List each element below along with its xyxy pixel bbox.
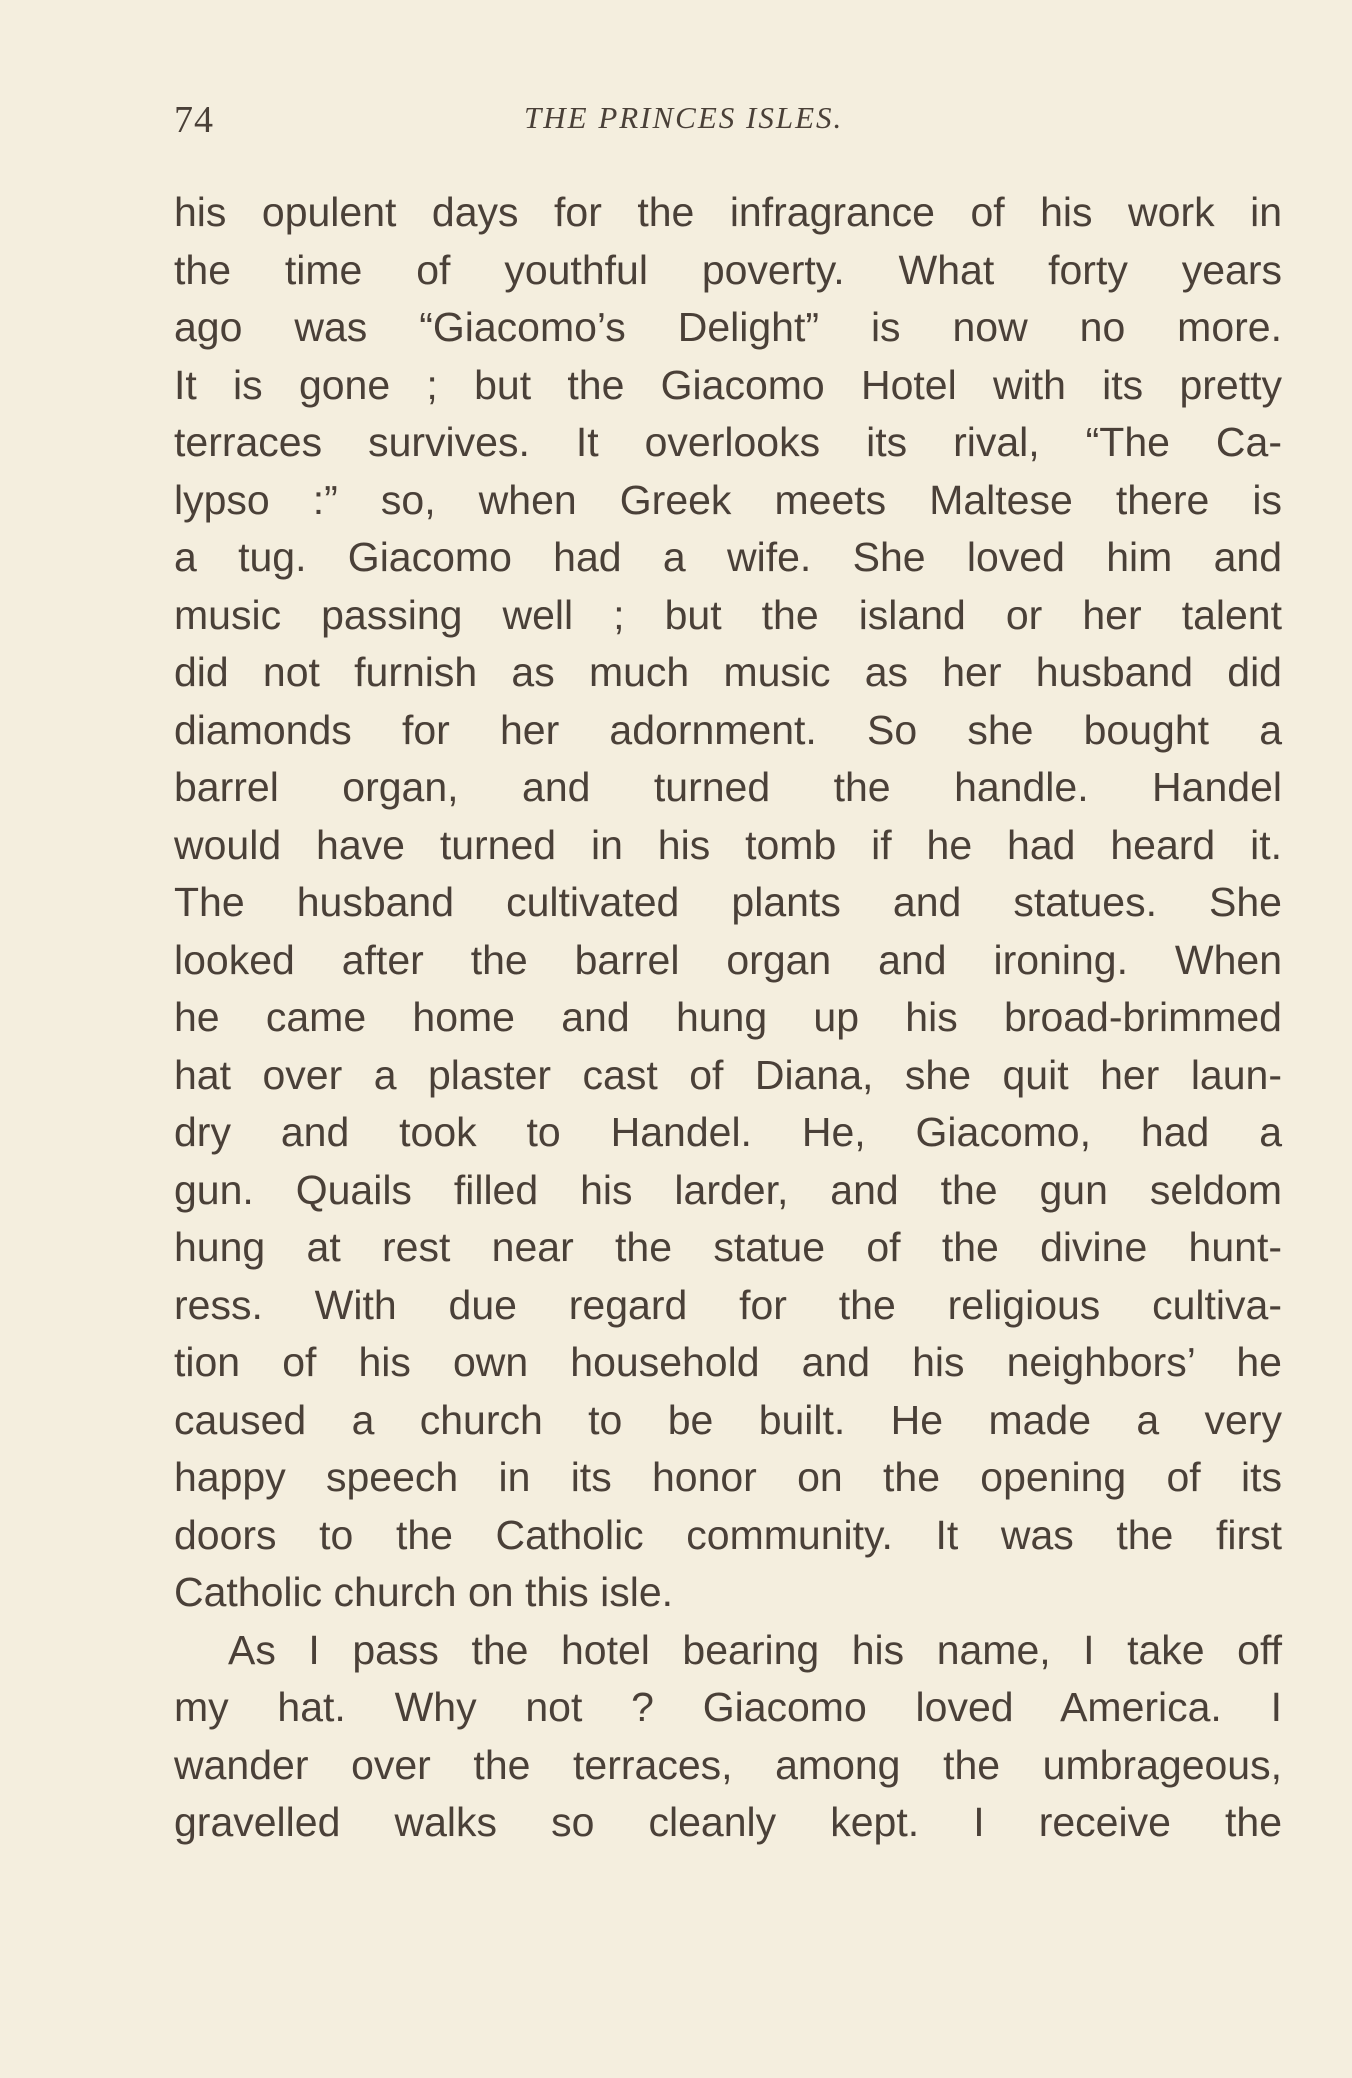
text-line: gun. Quails filled his larder, and the gun seldom <box>174 1166 1282 1213</box>
text-line: The husband cultivated plants and statues. She <box>174 879 1282 925</box>
text-line: As I pass the hotel bearing his name, I take off <box>228 1626 1282 1673</box>
text-line: terraces survives. It overlooks its rival, “The Ca- <box>174 419 1282 465</box>
page-number: 74 <box>174 99 214 141</box>
text-line: hung at rest near the statue of the divine hunt- <box>174 1224 1282 1270</box>
text-line: wander over the terraces, among the umbrageous, <box>174 1741 1282 1788</box>
text-line: music passing well ; but the island or her talent <box>174 591 1282 638</box>
text-line: my hat. Why not ? Giacomo loved America. I <box>174 1684 1282 1730</box>
text-line: It is gone ; but the Giacomo Hotel with its pretty <box>174 361 1282 408</box>
text-line: did not furnish as much music as her husband did <box>174 649 1282 695</box>
page-header <box>174 98 1282 158</box>
text-line: would have turned in his tomb if he had heard it. <box>174 821 1282 868</box>
text-line: doors to the Catholic community. It was the first <box>174 1511 1282 1558</box>
text-line: ress. With due regard for the religious cultiva- <box>174 1281 1282 1328</box>
text-line: Catholic church on this isle. <box>174 1569 674 1615</box>
text-line: ago was “Giacomo’s Delight” is now no more. <box>174 304 1282 350</box>
text-line: looked after the barrel organ and ironing. When <box>174 936 1282 983</box>
text-line: the time of youthful poverty. What forty years <box>174 246 1282 293</box>
text-line: dry and took to Handel. He, Giacomo, had a <box>174 1109 1282 1155</box>
text-line: his opulent days for the infragrance of his work in <box>174 189 1282 235</box>
text-line: diamonds for her adornment. So she bought a <box>174 706 1282 753</box>
text-line: tion of his own household and his neighbors’ he <box>174 1339 1282 1385</box>
running-head: THE PRINCES ISLES. <box>524 100 844 135</box>
text-line: barrel organ, and turned the handle. Handel <box>174 764 1282 810</box>
text-line: hat over a plaster cast of Diana, she quit her laun- <box>174 1051 1282 1098</box>
body-text <box>174 184 1282 1852</box>
text-line: lypso :” so, when Greek meets Maltese there is <box>174 476 1282 523</box>
text-line: caused a church to be built. He made a very <box>174 1396 1282 1443</box>
text-line: gravelled walks so cleanly kept. I receive the <box>174 1799 1282 1845</box>
text-line: happy speech in its honor on the opening of its <box>174 1454 1282 1500</box>
text-line: he came home and hung up his broad-brimmed <box>174 994 1282 1040</box>
text-line: a tug. Giacomo had a wife. She loved him and <box>174 534 1282 580</box>
